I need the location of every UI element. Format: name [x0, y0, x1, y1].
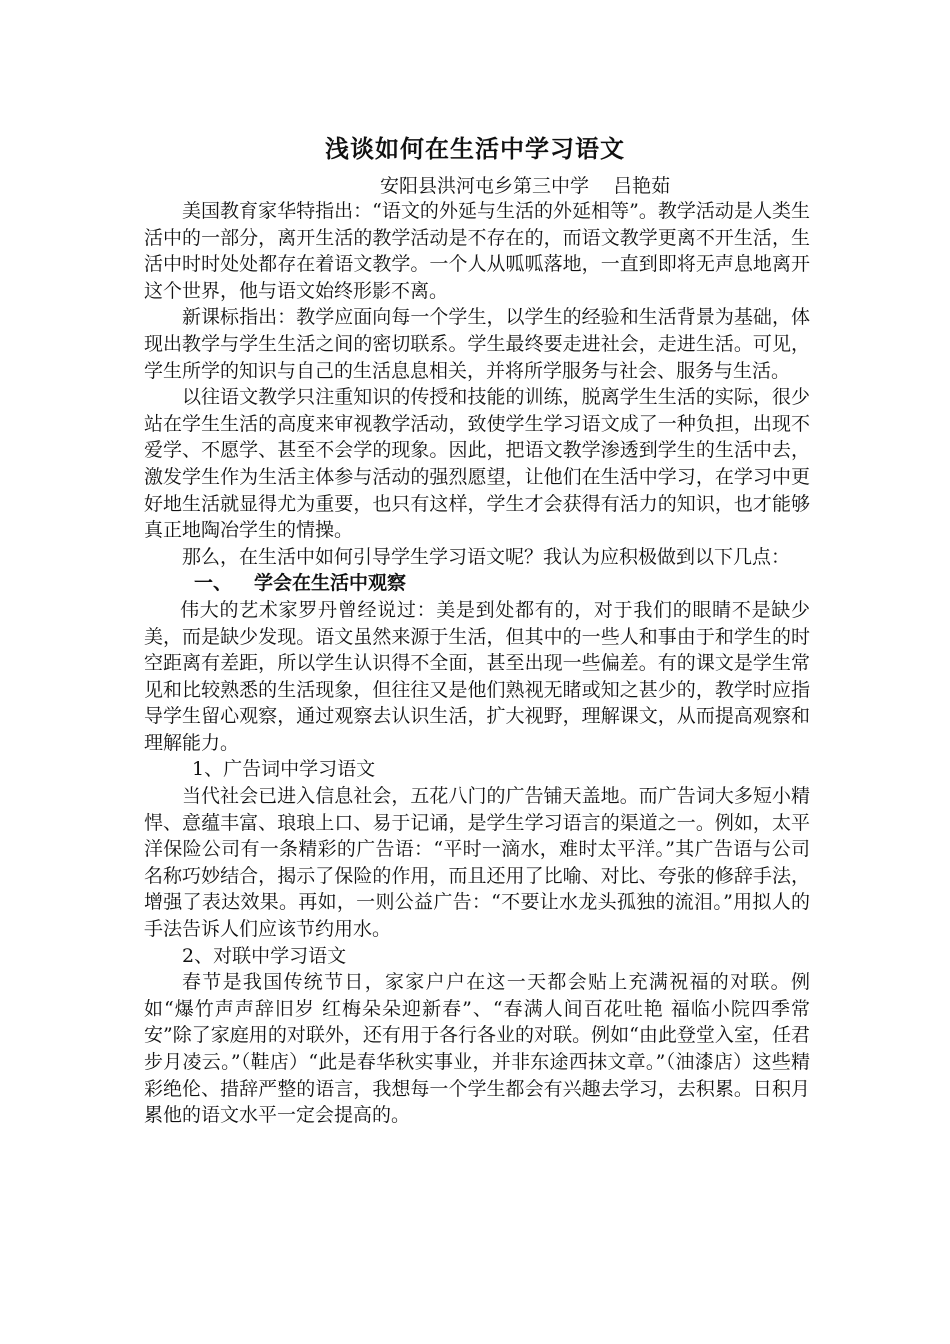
- section-title: 学会在生活中观察: [254, 572, 407, 595]
- subsection-heading: 2、对联中学习语文: [182, 944, 347, 967]
- document-body: [144, 198, 810, 1129]
- subsection-heading: 1、广告词中学习语文: [192, 758, 376, 781]
- paragraph: 伟大的艺术家罗丹曾经说过：美是到处都有的，对于我们的眼睛不是缺少美，而是缺少发现。语文虽然来源于生活，但其中的一些人和事由于和学生的时空距离有差距，所以学生认识得不全面，甚至出现一些偏差。有的课文是学生常见和比较熟悉的生活现象，但往往又是他们熟视无睹或知之甚少的，教学时应指导学生留心观察，通过观察去认识生活，扩大视野，理解课文，从而提高观察和理解能力。: [144, 598, 810, 754]
- paragraph: 当代社会已进入信息社会，五花八门的广告铺天盖地。而广告词大多短小精悍、意蕴丰富、琅琅上口、易于记诵，是学生学习语言的渠道之一。例如，太平洋保险公司有一条精彩的广告语：“平时一滴水，难时太平洋。”其广告语与公司名称巧妙结合，揭示了保险的作用，而且还用了比喻、对比、夸张的修辞手法，增强了表达效果。再如，一则公益广告：“不要让水龙头孤独的流泪。”用拟人的手法告诉人们应该节约用水。: [144, 785, 810, 941]
- section-heading: [144, 570, 810, 597]
- paragraph: 新课标指出：教学应面向每一个学生，以学生的经验和生活背景为基础，体现出教学与学生生活之间的密切联系。学生最终要走进社会，走进生活。可见，学生所学的知识与自己的生活息息相关，并将所学服务与社会、服务与生活。: [144, 306, 810, 382]
- document-title: 浅谈如何在生活中学习语文: [325, 134, 625, 163]
- paragraph: 春节是我国传统节日，家家户户在这一天都会贴上充满祝福的对联。例如“爆竹声声辞旧岁 红梅朵朵迎新春”、“春满人间百花吐艳 福临小院四季常安”除了家庭用的对联外，还有用于各行各业的对联。例如“由此登堂入室，任君步月凌云。”（鞋店）“此是春华秋实事业，并非东途西抹文章。”（油漆店）这些精彩绝伦、措辞严整的语言，我想每一个学生都会有兴趣去学习，去积累。日积月累他的语文水平一定会提高的。: [144, 971, 810, 1127]
- author-line: 安阳县洪河屯乡第三中学 吕艳茹: [380, 175, 671, 197]
- paragraph: 以往语文教学只注重知识的传授和技能的训练，脱离学生生活的实际，很少站在学生生活的高度来审视教学活动，致使学生学习语文成了一种负担，出现不爱学、不愿学、甚至不会学的现象。因此，把语文教学渗透到学生的生活中去，激发学生作为生活主体参与活动的强烈愿望，让他们在生活中学习，在学习中更好地生活就显得尤为重要，也只有这样，学生才会获得有活力的知识，也才能够真正地陶冶学生的情操。: [144, 386, 810, 542]
- section-number: 一、: [194, 572, 233, 595]
- paragraph: 美国教育家华特指出：“语文的外延与生活的外延相等”。教学活动是人类生活中的一部分，离开生活的教学活动是不存在的，而语文教学更离不开生活，生活中时时处处都存在着语文教学。一个人从呱呱落地，一直到即将无声息地离开这个世界，他与语文始终形影不离。: [144, 200, 810, 302]
- paragraph: 那么，在生活中如何引导学生学习语文呢？我认为应积极做到以下几点：: [182, 545, 791, 568]
